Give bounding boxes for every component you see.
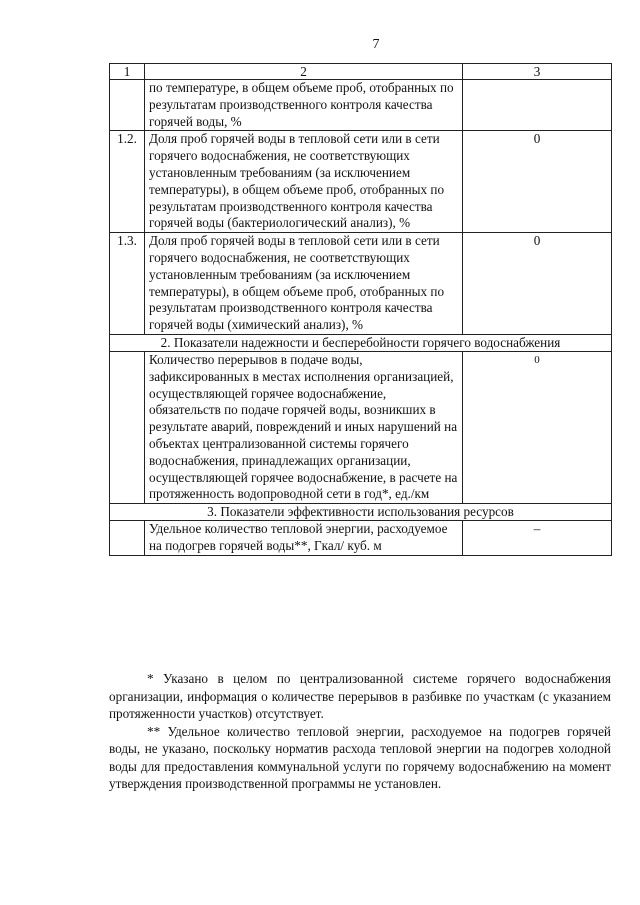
row-number	[110, 80, 145, 131]
row-text: по температуре, в общем объеме проб, отобранных по результатам производственного контроля качества горячей воды, %	[145, 80, 463, 131]
row-value: 0	[463, 351, 612, 503]
header-col-1: 1	[110, 64, 145, 80]
row-text: Доля проб горячей воды в тепловой сети или в сети горячего водоснабжения, не соответствующих установленным требованиям (за исключением температуры), в общем объеме проб, отобранных по результатам производственного контроля качества горячей воды (бактериологический анализ), %	[145, 131, 463, 233]
footnote-1: * Указано в целом по централизованной системе горячего водоснабжения организации, информация о количестве перерывов в разбивке по участкам (с указанием протяженности участков) отсутствует.	[109, 671, 611, 721]
header-col-2: 2	[145, 64, 463, 80]
row-value: 0	[463, 131, 612, 233]
indicators-table	[109, 63, 612, 556]
table-row	[110, 233, 612, 335]
table-row	[110, 131, 612, 233]
row-number: 1.3.	[110, 233, 145, 335]
table-header-row	[110, 64, 612, 80]
table-row	[110, 80, 612, 131]
section-3-title: 3. Показатели эффективности использования ресурсов	[110, 504, 612, 521]
table-row	[110, 351, 612, 503]
section-2-title: 2. Показатели надежности и бесперебойности горячего водоснабжения	[110, 334, 612, 351]
row-text: Доля проб горячей воды в тепловой сети или в сети горячего водоснабжения, не соответствующих установленным требованиям (за исключением температуры), в общем объеме проб, отобранных по результатам производственного контроля качества горячей воды (химический анализ), %	[145, 233, 463, 335]
page-number: 7	[372, 37, 380, 52]
row-number: 1.2.	[110, 131, 145, 233]
section-header-row	[110, 504, 612, 521]
row-value: –	[463, 521, 612, 556]
row-number	[110, 351, 145, 503]
row-text: Количество перерывов в подаче воды, зафиксированных в местах исполнения организацией, осуществляющей горячее водоснабжение, обязательств по подаче горячей воды, возникших в результате аварий, повреждений и иных нарушений на объектах централизованной системы горячего водоснабжения, принадлежащих организации, осуществляющей горячее водоснабжение, в расчете на протяженность водопроводной сети в год*, ед./км	[145, 351, 463, 503]
footnotes	[109, 670, 611, 793]
row-value	[463, 80, 612, 131]
header-col-3: 3	[463, 64, 612, 80]
row-text: Удельное количество тепловой энергии, расходуемое на подогрев горячей воды**, Гкал/ куб. м	[145, 521, 463, 556]
table-row	[110, 521, 612, 556]
row-number	[110, 521, 145, 556]
section-header-row	[110, 334, 612, 351]
footnote-2: ** Удельное количество тепловой энергии, расходуемое на подогрев горячей воды, не указано, поскольку норматив расхода тепловой энергии на подогрев холодной воды для предоставления коммунальной услуги по горячему водоснабжению на момент утверждения производственной программы не установлен.	[109, 723, 611, 791]
row-value: 0	[463, 233, 612, 335]
